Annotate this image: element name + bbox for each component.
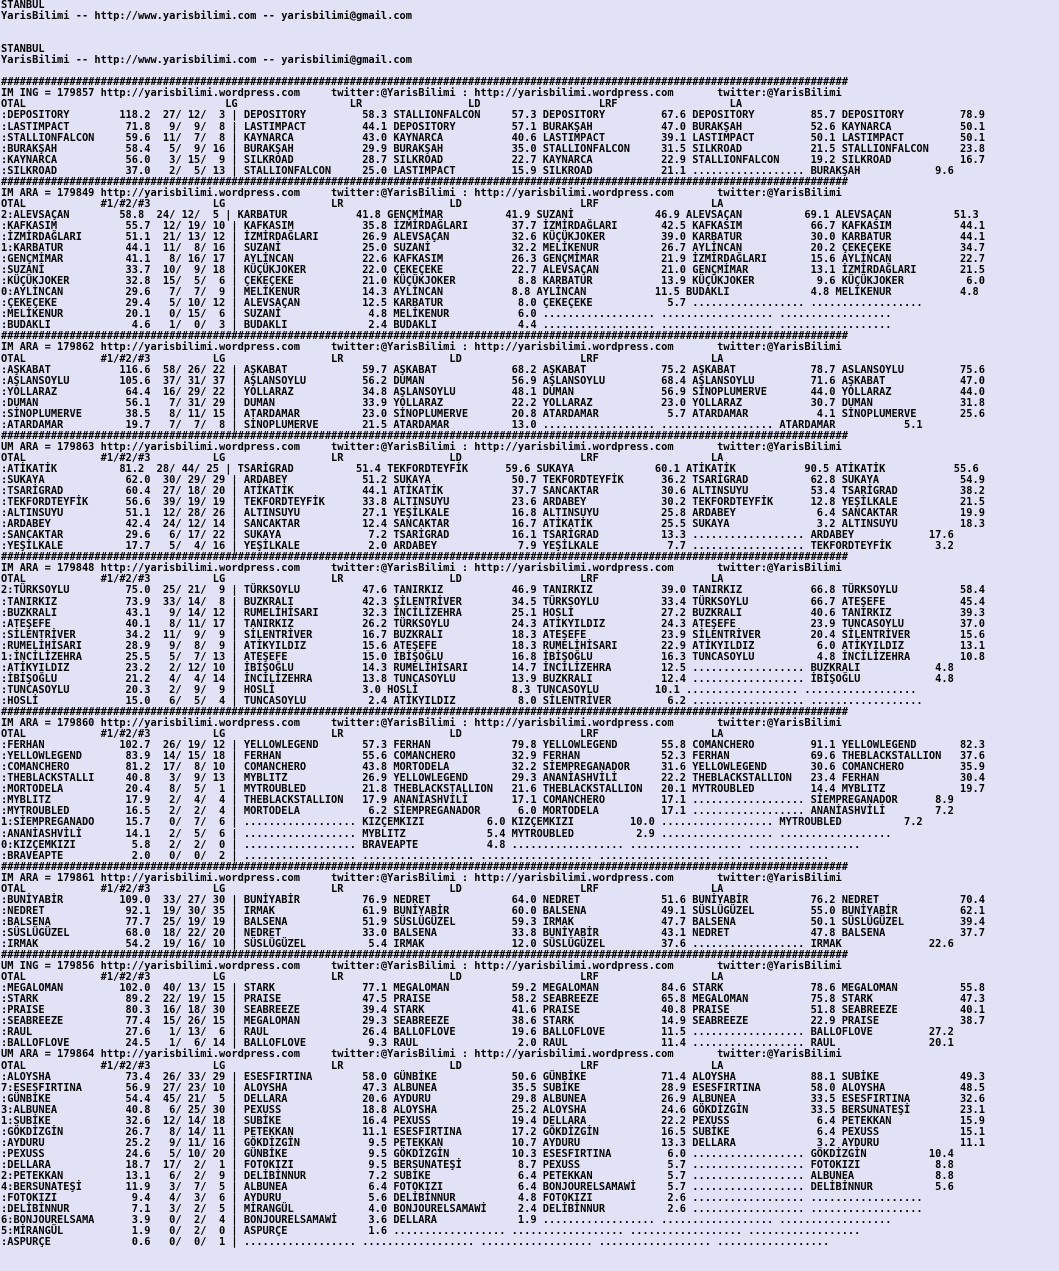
report-line: :IRMAK 54.2 19/ 16/ 10 | SÜSLÜGÜZEL 5.4 IRMAK 12.0 SÜSLÜGÜZEL 37.6 .................. IRMAK 22.6 [1,937,954,950]
report-line: :GÜNBİKE 54.4 45/ 21/ 5 | DELLARA 20.6 AYDURU 29.8 ALBUNEA 26.9 ALBUNEA 33.5 ESESFIRTINA 32.6 [1,1092,985,1105]
report-line: IM ARA = 179849 http://yarisbilimi.wordpress.com twitter:@YarisBilimi : http://yarisbilimi.wordpress.com twitter:@YarisBilimi [1,186,842,199]
report-line: 4:BERSUNATEŞİ 11.9 3/ 7/ 5 | ALBUNEA 6.4 FOTOKIZI 6.4 BONJOURELSAMAWİ 5.7 .................. DELİBİNNUR 5.6 [1,1181,954,1194]
report-line: :STARK 89.2 22/ 19/ 15 | PRAISE 47.5 PRAISE 58.2 SEABREEZE 65.8 MEGALOMAN 75.8 STARK 47.3 [1,993,985,1006]
report-line: OTAL #1/#2/#3 LG LR LD LRF LA [1,728,724,741]
report-line: IM ARA = 179860 http://yarisbilimi.wordpress.com twitter:@YarisBilimi : http://yarisbilimi.wordpress.com twitter:@YarisBilimi [1,717,842,730]
report-line: :KAFKASIM 55.7 12/ 19/ 10 | KAFKASIM 35.8 İZMİRDAĞLARI 37.7 İZMİRDAĞLARI 42.5 KAFKASIM 66.7 KAFKASIM 44.1 [1,219,985,232]
report-line: :THEBLACKSTALLI 40.8 3/ 9/ 13 | MYBLITZ 26.9 YELLOWLEGEND 29.3 ANANİASHVİLİ 22.2 THEBLACKSTALLION 23.4 FERHAN 30.4 [1,772,985,785]
report-line: :ATİKYILDIZ 23.2 2/ 12/ 10 | İBİŞOĞLU 14.3 RUMELİHİSARI 14.7 İNCİLİZEHRA 12.5 .................. BUZKRALI 4.8 [1,661,954,674]
report-line: :ÇEKEÇEKE 29.4 5/ 10/ 12 | ALEVSAÇAN 12.5 KARBATUR 8.0 ÇEKEÇEKE 5.7 .................. .................. [1,297,923,310]
report-line: :İBİŞOĞLU 21.2 4/ 4/ 14 | İNCİLİZEHRA 13.8 TUNCASOYLU 13.9 BUZKRALI 12.4 .................. İBİŞOĞLU 4.8 [1,672,954,685]
report-line: STANBUL [1,0,45,11]
report-line: :DUMAN 56.1 7/ 31/ 29 | DUMAN 33.9 YOLLARAZ 22.2 YOLLARAZ 23.0 YOLLARAZ 30.7 DUMAN 31.8 [1,396,985,409]
section-divider: ######################################################################################################################################## [1,949,848,962]
report-line: :TUNCASOYLU 20.3 2/ 9/ 9 | HOSLİ 3.0 HOSLİ 8.3 TUNCASOYLU 10.1 .................. .................. [1,683,917,696]
report-line: :İZMİRDAĞLARI 51.1 21/ 13/ 12 | İZMİRDAĞLARI 26.9 ALEVSAÇAN 32.6 KÜÇÜKJOKER 39.0 KARBATUR 30.0 KARBATUR 44.1 [1,230,985,243]
report-line: :TANIRKIZ 73.9 33/ 14/ 8 | BUZKRALI 42.3 ŞİLENTRİVER 34.5 TÜRKSOYLU 33.4 TÜRKSOYLU 66.7 ATEŞEFE 45.4 [1,595,985,608]
report-line: :BUDAKLI 4.6 1/ 0/ 3 | BUDAKLI 2.4 BUDAKLI 4.4 .................. .................. .................. [1,319,892,332]
report-line: :SILKROAD 37.0 2/ 5/ 13 | STALLIONFALCON 25.0 LASTIMPACT 15.9 SILKROAD 21.1 .................. BURAKŞAH 9.6 [1,164,954,177]
report-line: :MEGALOMAN 102.0 40/ 13/ 15 | STARK 77.1 MEGALOMAN 59.2 MEGALOMAN 84.6 STARK 78.6 MEGALOMAN 55.8 [1,982,985,995]
report-line: OTAL #1/#2/#3 LG LR LD LRF LA [1,451,724,464]
report-line [1,33,1059,44]
report-line: :BALSENA 77.7 25/ 19/ 19 | BALSENA 51.9 SÜSLÜGÜZEL 59.3 IRMAK 47.7 BALSENA 50.1 SÜSLÜGÜZEL 39.4 [1,915,985,928]
report-line: :DELLARA 18.7 17/ 2/ 1 | FOTOKIZI 9.5 BERSUNATEŞİ 8.7 PEXUSS 5.7 .................. FOTOKIZI 8.8 [1,1158,954,1171]
report-line: :DELİBİNNUR 7.1 3/ 2/ 5 | MİRANGÜL 4.0 BONJOURELSAMAWİ 2.4 DELİBİNNUR 2.6 .................. .................. [1,1203,923,1216]
report-line: :BURAKŞAH 58.4 5/ 9/ 16 | BURAKŞAH 29.9 BURAKŞAH 35.0 STALLIONFALCON 31.5 SILKROAD 21.5 STALLIONFALCON 23.8 [1,142,985,155]
report-line: :BALLOFLOVE 24.5 1/ 6/ 14 | BALLOFLOVE 9.3 RAUL 2.0 RAUL 11.4 .................. RAUL 20.1 [1,1037,954,1050]
report-line: :YEŞİLKALE 17.7 5/ 4/ 16 | YEŞİLKALE 2.0 ARDABEY 7.9 YEŞİLKALE 7.7 .................. TEKFORDTEYFİK 3.2 [1,540,954,553]
report-line: 2:PETEKKAN 13.1 6/ 2/ 9 | DELİBİNNUR 7.2 SUBİKE 6.4 PETEKKAN 5.7 .................. ALBUNEA 8.8 [1,1169,954,1182]
report-line: OTAL #1/#2/#3 LG LR LD LRF LA [1,882,724,895]
report-line: UM ING = 179856 http://yarisbilimi.wordpress.com twitter:@YarisBilimi : http://yarisbilimi.wordpress.com twitter:@YarisBilimi [1,960,842,973]
report-line: OTAL LG LR LD LRF LA [1,98,743,111]
report-line: :MYTROUBLED 16.5 2/ 2/ 4 | MORTODELA 6.2 SİEMPREGANADOR 6.0 MORTODELA 17.1 .................. ANANİASHVİLİ 7.2 [1,805,954,818]
report-line: :ASPURÇE 0.6 0/ 0/ 1 | .................. .................. .................. .................. .................. [1,1236,830,1249]
report-line: UM ARA = 179863 http://yarisbilimi.wordpress.com twitter:@YarisBilimi : http://yarisbilimi.wordpress.com twitter:@YarisBilimi [1,440,842,453]
report-line: IM ING = 179857 http://yarisbilimi.wordpress.com twitter:@YarisBilimi : http://yarisbilimi.wordpress.com twitter:@YarisBilimi [1,87,842,100]
report-line: :RAUL 27.6 1/ 13/ 6 | RAUL 26.4 BALLOFLOVE 19.6 BALLOFLOVE 11.5 .................. BALLOFLOVE 27.2 [1,1026,954,1039]
report-line: :KÜÇÜKJOKER 32.8 15/ 5/ 6 | ÇEKEÇEKE 21.0 KÜÇÜKJOKER 8.8 KARBATUR 13.9 KÜÇÜKJOKER 9.6 KÜÇÜKJOKER 6.0 [1,275,985,288]
report-line: :ALOYSHA 73.4 26/ 33/ 29 | ESESFIRTINA 58.0 GÜNBİKE 50.6 GÜNBİKE 71.4 ALOYSHA 88.1 SUBİKE 49.3 [1,1070,985,1083]
report-line: :SANCAKTAR 29.6 6/ 17/ 22 | SUKAYA 7.2 TSARİGRAD 16.1 TSARİGRAD 13.3 .................. ARDABEY 17.6 [1,529,954,542]
report-line: :SİNOPLUMERVE 38.5 8/ 11/ 15 | ATARDAMAR 23.0 SİNOPLUMERVE 20.8 ATARDAMAR 5.7 ATARDAMAR 4.1 SİNOPLUMERVE 25.6 [1,407,985,420]
report-line: :RUMELİHİSARI 28.9 9/ 8/ 9 | ATİKYILDIZ 15.6 ATEŞEFE 18.3 RUMELİHİSARI 22.9 ATİKYILDIZ 6.0 ATİKYILDIZ 13.1 [1,639,985,652]
report-line: :STALLIONFALCON 59.6 11/ 7/ 8 | KAYNARCA 43.0 KAYNARCA 40.6 LASTIMPACT 39.1 LASTIMPACT 50.1 LASTIMPACT 50.1 [1,131,985,144]
report-line: :SÜSLÜGÜZEL 68.0 18/ 22/ 20 | NEDRET 33.0 BALSENA 33.8 BUNİYABİR 43.1 NEDRET 47.8 BALSENA 37.7 [1,926,985,939]
report-line: :ALTINSUYU 51.1 12/ 28/ 26 | ALTINSUYU 27.1 YEŞİLKALE 16.8 ALTINSUYU 25.8 ARDABEY 6.4 SANCAKTAR 19.9 [1,507,985,520]
section-divider: ######################################################################################################################################## [1,175,848,188]
report-line: :FERHAN 102.7 26/ 19/ 12 | YELLOWLEGEND 57.3 FERHAN 79.8 YELLOWLEGEND 55.8 COMANCHERO 91.1 YELLOWLEGEND 82.3 [1,739,985,752]
report-line: :KAYNARCA 56.0 3/ 15/ 9 | SILKROAD 28.7 SILKROAD 22.7 KAYNARCA 22.9 STALLIONFALCON 19.2 SILKROAD 16.7 [1,153,985,166]
report-line: 1:SUBİKE 32.6 12/ 14/ 18 | SUBİKE 16.4 PEXUSS 19.4 DELLARA 22.2 PEXUSS 6.4 PETEKKAN 15.9 [1,1114,985,1127]
report-line: STANBUL [1,43,45,56]
report-line: :AŞKABAT 116.6 58/ 26/ 22 | AŞKABAT 59.7 AŞKABAT 68.2 AŞKABAT 75.2 AŞKABAT 78.7 ASLANSOYLU 75.6 [1,363,985,376]
report-line: YarisBilimi -- http://www.yarisbilimi.com -- yarisbilimi@gmail.com [1,10,413,23]
report-line: :BRAVEAPTE 2.0 0/ 0/ 2 | .................. .................. .................. .................. .................. [1,849,830,862]
report-line: :SUKAYA 62.0 30/ 29/ 29 | ARDABEY 51.2 SUKAYA 50.7 TEKFORDTEYFİK 36.2 TSARİGRAD 62.8 SUKAYA 54.9 [1,474,985,487]
report-line: :HOSLİ 15.0 6/ 5/ 4 | TUNCASOYLU 2.4 ATİKYILDIZ 8.0 SİLENTRİVER 6.2 .................. .................. [1,694,923,707]
section-divider: ######################################################################################################################################## [1,860,848,873]
report-line: 0:KIZÇEMKIZI 5.8 2/ 2/ 0 | .................. BRAVEAPTE 4.8 .................. .................. .................. [1,838,861,851]
report-line: YarisBilimi -- http://www.yarisbilimi.com -- yarisbilimi@gmail.com [1,54,413,67]
report-line: OTAL #1/#2/#3 LG LR LD LRF LA [1,352,724,365]
report-line: OTAL #1/#2/#3 LG LR LD LRF LA [1,197,724,210]
report-line: :MYBLITZ 17.9 2/ 4/ 4 | THEBLACKSTALLION 17.9 ANANİASHVİLİ 17.1 COMANCHERO 17.1 .................. SİEMPREGANADOR 8.9 [1,794,954,807]
report-line: 1:KARBATUR 44.1 11/ 8/ 16 | SUZANİ 25.0 SUZANİ 32.2 MELİKENUR 26.7 AYLİNCAN 20.2 ÇEKEÇEKE 34.7 [1,242,985,255]
report-line: 2:ALEVSAÇAN 58.8 24/ 12/ 5 | KARBATUR 41.8 GENÇMİMAR 41.9 SUZANİ 46.9 ALEVSAÇAN 69.1 ALEVSAÇAN 51.3 [1,208,979,221]
report-line: :BUNİYABİR 109.0 33/ 27/ 30 | BUNİYABİR 76.9 NEDRET 64.0 NEDRET 51.6 BUNİYABİR 76.2 NEDRET 70.4 [1,893,985,906]
report-line: :BUZKRALI 43.1 9/ 14/ 12 | RUMELİHİSARI 32.3 İNCİLİZEHRA 25.1 HOSLİ 27.2 BUZKRALI 40.6 TANIRKIZ 39.3 [1,606,985,619]
report-line: IM ARA = 179848 http://yarisbilimi.wordpress.com twitter:@YarisBilimi : http://yarisbilimi.wordpress.com twitter:@YarisBilimi [1,562,842,575]
report-line: 7:ESESFIRTINA 56.9 27/ 23/ 10 | ALOYSHA 47.3 ALBUNEA 35.5 SUBİKE 28.9 ESESFIRTINA 58.0 ALOYSHA 48.5 [1,1081,985,1094]
report-line: :COMANCHERO 81.2 17/ 8/ 10 | COMANCHERO 43.8 MORTODELA 32.2 SİEMPREGANADOR 31.6 YELLOWLEGEND 30.6 COMANCHERO 35.9 [1,761,985,774]
report-line: :ANANİASHVİLİ 14.1 2/ 5/ 6 | .................. MYBLITZ 5.4 MYTROUBLED 2.9 .................. .................. [1,827,892,840]
report-line: :YELLOWLEGEND 83.9 14/ 15/ 18 | FERHAN 55.6 COMANCHERO 32.9 FERHAN 52.3 FERHAN 69.6 THEBLACKSTALLION 37.6 [1,750,985,763]
report-line: :PEXUSS 24.6 5/ 10/ 20 | GÜNBİKE 9.5 GÖKDİZGİN 10.3 ESESFIRTINA 6.0 .................. GÖKDİZGİN 10.4 [1,1147,954,1160]
section-divider: ######################################################################################################################################## [1,429,848,442]
report-line: 6:BONJOURELSAMA 3.9 0/ 2/ 4 | BONJOURELSAMAWİ 3.6 DELLARA 1.9 .................. .................. .................. [1,1214,892,1227]
report-line: :MELİKENUR 20.1 0/ 15/ 6 | SUZANİ 4.8 MELİKENUR 6.0 .................. .................. .................. [1,308,892,321]
section-divider: ######################################################################################################################################## [1,330,848,343]
report-line: 1:İNCİLİZEHRA 25.5 5/ 7/ 13 | ATEŞEFE 15.0 İBİŞOĞLU 16.8 İBİŞOĞLU 16.3 TUNCASOYLU 4.8 İNCİLİZEHRA 10.8 [1,650,985,663]
report-line: OTAL #1/#2/#3 LG LR LD LRF LA [1,1059,724,1072]
report-line: :ARDABEY 42.4 24/ 12/ 14 | SANCAKTAR 12.4 SANCAKTAR 16.7 ATİKATİK 25.5 SUKAYA 3.2 ALTINSUYU 18.3 [1,518,985,531]
report-line: :TEKFORDTEYFİK 56.6 39/ 19/ 19 | TEKFORDTEYFİK 33.8 ALTINSUYU 23.6 ARDABEY 30.2 TEKFORDTEYFİK 12.8 YEŞİLKALE 21.5 [1,496,985,509]
section-divider: ######################################################################################################################################## [1,551,848,564]
report-line: 2:TÜRKSOYLU 75.0 25/ 21/ 9 | TÜRKSOYLU 47.6 TANIRKIZ 46.9 TANIRKIZ 39.0 TANIRKIZ 66.8 TÜRKSOYLU 58.4 [1,584,985,597]
report-line: :ATİKATİK 81.2 28/ 44/ 25 | TSARİGRAD 51.4 TEKFORDTEYFİK 59.6 SUKAYA 60.1 ATİKATİK 90.5 ATİKATİK 55.6 [1,462,979,475]
report-line: IM ARA = 179862 http://yarisbilimi.wordpress.com twitter:@YarisBilimi : http://yarisbilimi.wordpress.com twitter:@YarisBilimi [1,341,842,354]
report-line: OTAL #1/#2/#3 LG LR LD LRF LA [1,573,724,586]
report-line: :SİLENTRİVER 34.2 11/ 9/ 9 | SİLENTRİVER 16.7 BUZKRALI 18.3 ATEŞEFE 23.9 SİLENTRİVER 20.4 SİLENTRİVER 15.6 [1,628,985,641]
report-line: :NEDRET 92.1 19/ 30/ 35 | IRMAK 61.9 BUNİYABİR 60.0 BALSENA 49.1 SÜSLÜGÜZEL 55.0 BUNİYABİR 62.1 [1,904,985,917]
report-line: :DEPOSITORY 118.2 27/ 12/ 3 | DEPOSITORY 58.3 STALLIONFALCON 57.3 DEPOSITORY 67.6 DEPOSITORY 85.7 DEPOSITORY 78.9 [1,109,985,122]
section-divider: ######################################################################################################################################## [1,76,848,89]
report-line: 0:AYLİNCAN 29.6 7/ 7/ 9 | MELİKENUR 14.3 AYLİNCAN 8.8 AYLİNCAN 11.5 BUDAKLI 4.8 MELİKENUR 4.8 [1,286,979,299]
report-line [1,22,1059,33]
report-line: :SUZANİ 33.7 10/ 9/ 18 | KÜÇÜKJOKER 22.0 ÇEKEÇEKE 22.7 ALEVSAÇAN 21.0 GENÇMİMAR 13.1 İZMİRDAĞLARI 21.5 [1,264,985,277]
report-line: 5:MİRANGÜL 1.9 0/ 2/ 0 | ASPURÇE 1.6 .................. .................. .................. .................. [1,1225,861,1238]
report-line: :MORTODELA 20.4 8/ 5/ 1 | MYTROUBLED 21.8 THEBLACKSTALLION 21.6 THEBLACKSTALLION 20.1 MYTROUBLED 14.4 MYBLITZ 19.7 [1,783,985,796]
report-line: :TSARİGRAD 60.4 27/ 18/ 20 | ATİKATİK 44.1 ATİKATİK 37.7 SANCAKTAR 30.6 ALTINSUYU 53.4 TSARİGRAD 38.2 [1,485,985,498]
report-line: :AYDURU 25.2 9/ 11/ 16 | GÖKDİZGİN 9.5 PETEKKAN 10.7 AYDURU 13.3 DELLARA 3.2 AYDURU 11.1 [1,1136,985,1149]
report-line: :FOTOKIZI 9.4 4/ 3/ 6 | AYDURU 5.6 DELİBİNNUR 4.8 FOTOKIZI 2.6 .................. .................. [1,1192,923,1205]
report-line: 3:ALBUNEA 40.8 6/ 25/ 30 | PEXUSS 18.8 ALOYSHA 25.2 ALOYSHA 24.6 GÖKDİZGİN 33.5 BERSUNATEŞİ 23.1 [1,1103,985,1116]
report-line: :ATARDAMAR 19.7 7/ 7/ 8 | SİNOPLUMERVE 21.5 ATARDAMAR 13.0 .................. .................. ATARDAMAR 5.1 [1,418,923,431]
report-line: :GÖKDİZGİN 26.7 8/ 14/ 11 | PETEKKAN 11.1 ESESFIRTINA 17.2 GÖKDİZGİN 16.5 SUBİKE 6.4 PEXUSS 15.1 [1,1125,985,1138]
section-divider: ######################################################################################################################################## [1,706,848,718]
report-line: :ATEŞEFE 40.1 8/ 11/ 17 | TANIRKIZ 26.2 TÜRKSOYLU 24.3 ATİKYILDIZ 24.3 ATEŞEFE 23.9 TUNCASOYLU 37.0 [1,617,985,630]
report-line: :AŞLANSOYLU 105.6 37/ 31/ 37 | AŞLANSOYLU 56.2 DUMAN 56.9 AŞLANSOYLU 68.4 AŞLANSOYLU 71.6 AŞKABAT 47.0 [1,374,985,387]
report-line: UM ARA = 179864 http://yarisbilimi.wordpress.com twitter:@YarisBilimi : http://yarisbilimi.wordpress.com twitter:@YarisBilimi [1,1048,842,1061]
report-line: IM ARA = 179861 http://yarisbilimi.wordpress.com twitter:@YarisBilimi : http://yarisbilimi.wordpress.com twitter:@YarisBilimi [1,871,842,884]
report-line: :GENÇMİMAR 41.1 8/ 16/ 17 | AYLİNCAN 22.6 KAFKASIM 26.3 GENÇMİMAR 21.9 İZMİRDAĞLARI 15.6 AYLİNCAN 22.7 [1,253,985,266]
report-line: :PRAISE 80.3 16/ 18/ 30 | SEABREEZE 39.4 STARK 41.6 PRAISE 40.8 PRAISE 51.8 SEABREEZE 40.1 [1,1004,985,1017]
report-line: :SEABREEZE 77.4 15/ 26/ 15 | MEGALOMAN 29.3 SEABREEZE 38.6 STARK 14.9 SEABREEZE 22.9 PRAISE 38.7 [1,1015,985,1028]
report-line: 1:SİEMPREGANADO 15.7 0/ 7/ 6 | .................. KIZÇEMKIZI 6.0 KIZÇEMKIZI 10.0 .................. MYTROUBLED 7.2 [1,816,923,829]
report-line: :LASTIMPACT 71.8 9/ 9/ 8 | LASTIMPACT 44.1 DEPOSITORY 57.1 BURAKŞAH 47.0 BURAKŞAH 52.6 KAYNARCA 50.1 [1,120,985,133]
report-line: OTAL #1/#2/#3 LG LR LD LRF LA [1,971,724,984]
report-line: :YOLLARAZ 64.4 16/ 29/ 22 | YOLLARAZ 34.8 AŞLANSOYLU 48.1 DUMAN 56.9 SİNOPLUMERVE 44.0 YOLLARAZ 44.0 [1,385,985,398]
